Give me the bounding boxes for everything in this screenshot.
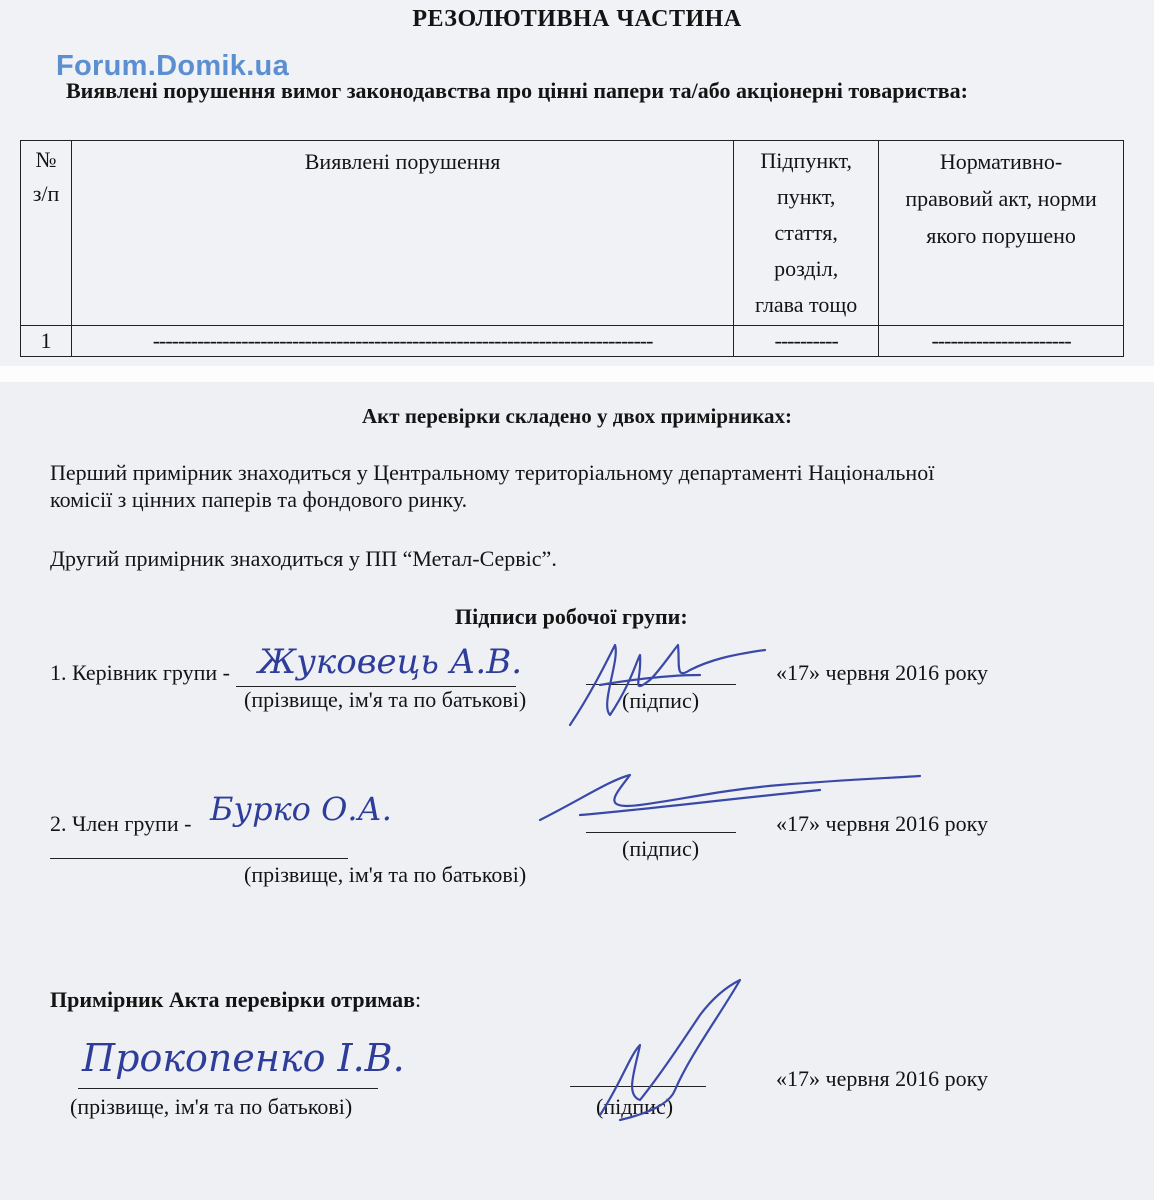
- table-row: [21, 326, 1124, 357]
- header-clause: [734, 141, 879, 326]
- row-num: 1: [21, 326, 72, 357]
- copies-first-line2: комісії з цінних паперів та фондового ринку.: [50, 487, 468, 512]
- member-sign-caption: (підпис): [622, 836, 700, 861]
- row-act: ----------------------: [879, 326, 1124, 357]
- member-label: 2. Член групи -: [50, 811, 192, 836]
- received-name-caption: (прізвище, ім'я та по батькові): [70, 1094, 353, 1119]
- leader-signature: [560, 625, 780, 735]
- header-num: [21, 141, 72, 326]
- header-num-line: №: [35, 147, 57, 172]
- received-handwritten-name: Прокопенко І.В.: [82, 1036, 405, 1080]
- violations-table: [20, 140, 1124, 357]
- table-header-row: [21, 141, 1124, 326]
- received-name-line: [78, 1088, 378, 1089]
- header-clause-line: глава тощо: [755, 292, 858, 317]
- copies-first-line1: Перший примірник знаходиться у Центральному територіальному департаменті Національної: [50, 460, 935, 485]
- header-act-line: якого порушено: [926, 223, 1076, 248]
- received-signature: [580, 975, 780, 1125]
- received-heading: [50, 987, 421, 1013]
- member-handwritten-name: Бурко О.А.: [210, 790, 392, 828]
- page-title: РЕЗОЛЮТИВНА ЧАСТИНА: [412, 6, 742, 32]
- copies-heading: Акт перевірки складено у двох примірниках:: [361, 404, 793, 428]
- member-name-line: [50, 858, 348, 859]
- header-clause-line: розділ,: [774, 256, 839, 281]
- row-violations: -------------------------------------------------------------------------------: [71, 326, 733, 357]
- header-num-line: з/п: [32, 181, 60, 206]
- leader-handwritten-name: Жуковець А.В.: [258, 642, 522, 682]
- header-act-line: правовий акт, норми: [905, 186, 1097, 211]
- received-heading-colon: :: [414, 987, 422, 1012]
- received-heading-text: Примірник Акта перевірки отримав: [50, 987, 415, 1012]
- header-clause-line: пункт,: [776, 184, 836, 209]
- row-clause: ----------: [734, 326, 879, 357]
- watermark-logo: Forum.Domik.ua: [56, 50, 289, 82]
- page-separator: [0, 366, 1154, 382]
- received-date: «17» червня 2016 року: [776, 1066, 988, 1091]
- header-act: [879, 141, 1124, 326]
- member-date: «17» червня 2016 року: [776, 811, 988, 836]
- signatures-heading: Підписи робочої групи:: [455, 604, 688, 629]
- member-signature: [520, 760, 930, 840]
- copies-second: Другий примірник знаходиться у ПП “Метал-Сервіс”.: [50, 546, 557, 571]
- received-sign-caption: (підпис): [596, 1094, 674, 1119]
- leader-label: 1. Керівник групи -: [50, 660, 230, 685]
- header-violations: Виявлені порушення: [71, 141, 733, 326]
- member-name-caption: (прізвище, ім'я та по батькові): [244, 862, 527, 887]
- header-clause-line: стаття,: [774, 220, 838, 245]
- leader-sign-caption: (підпис): [622, 688, 700, 713]
- header-act-line: Нормативно-: [939, 149, 1063, 174]
- leader-date: «17» червня 2016 року: [776, 660, 988, 685]
- violations-subtitle: Виявлені порушення вимог законодавства про цінні папери та/або акціонерні товариства:: [66, 78, 968, 103]
- leader-name-caption: (прізвище, ім'я та по батькові): [244, 687, 527, 712]
- header-clause-line: Підпункт,: [760, 148, 852, 173]
